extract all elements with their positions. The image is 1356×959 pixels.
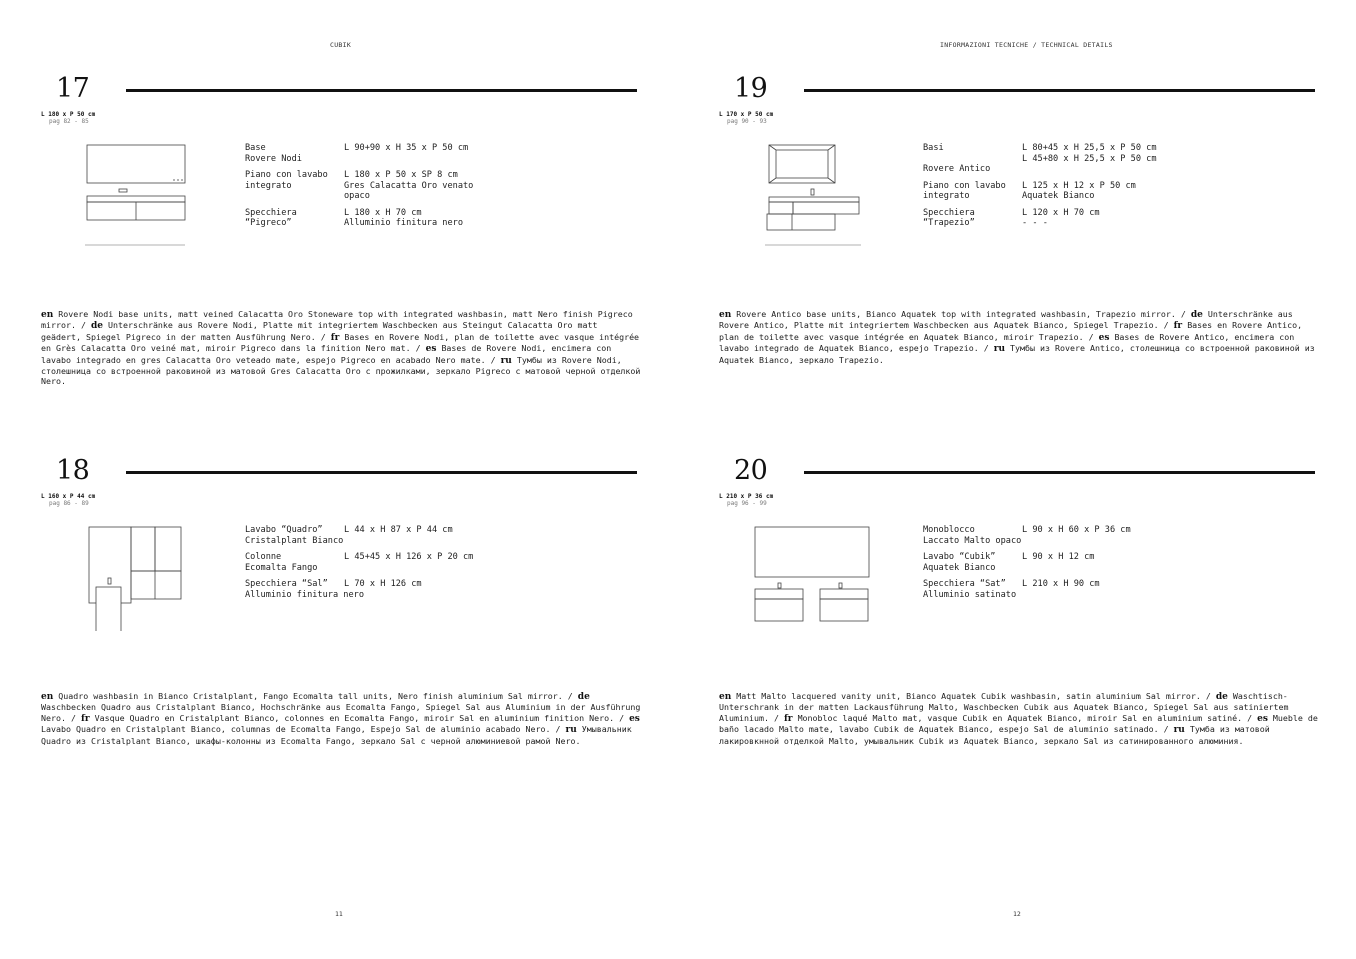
page-number-left: 11 — [335, 910, 343, 918]
lang-text: Lavabo Quadro en Cristalplant Bianco, columnas de Ecomalta Fango, Espejo Sal de aluminio acabado Nero. / — [41, 724, 566, 735]
lang-text: Bases de Rovere Nodi, encimera con lavabo integrado en gres Calacatta Oro veteado mate, espejo Pigreco en acabado Nero mate. / — [41, 343, 612, 365]
spec-name: Base — [245, 143, 266, 153]
lang-text: Monobloc laqué Malto mat, vasque Cubik en Aquatek Bianco, miroir Sal en aluminium satiné. / — [797, 712, 1258, 723]
spec-table — [923, 143, 1319, 235]
technical-drawing — [83, 521, 193, 631]
spec-size: L 180 x P 50 x SP 8 cm — [344, 170, 458, 180]
spec-size: L 125 x H 12 x P 50 cm — [1022, 180, 1136, 191]
product-item-20 — [719, 455, 1319, 785]
spec-finish: Cristalplant Bianco — [245, 535, 344, 546]
lang-text: Mueble de baño lacado Malto mate, lavabo Cubik de Aquatek Bianco, espejo Sal de aluminio satinado. / — [719, 712, 1318, 735]
spec-row — [923, 579, 1319, 600]
lang-text: Rovere Nodi base units, matt veined Calacatta Oro Stoneware top with integrated washbasin, matt Nero finish Pigreco mirror. / — [41, 309, 633, 331]
lang-code: fr — [80, 713, 90, 724]
lang-text: Тумбы из Rovere Nodi, столешница со встроенной раковиной из матовой Gres Calacatta Oro с прожилками, зеркало Pigreco с матовой черной отделкой Nero. — [41, 354, 641, 387]
lang-text: Matt Malto lacquered vanity unit, Bianco Aquatek Cubik washbasin, satin aluminium Sal mirror. / — [736, 691, 1216, 701]
spec-size: L 120 x H 70 cm — [1022, 207, 1100, 218]
running-header-right: INFORMAZIONI TECNICHE / TECHNICAL DETAILS — [940, 41, 1113, 49]
spec-row — [923, 143, 1319, 175]
lang-code: en — [719, 310, 732, 320]
multilingual-description — [41, 309, 641, 387]
divider-rule — [804, 89, 1315, 92]
item-dimensions: L 160 x P 44 cm — [41, 493, 96, 500]
spec-finish: Ecomalta Fango — [245, 562, 318, 573]
lang-code: ru — [565, 725, 577, 736]
lang-code: fr — [330, 332, 340, 343]
item-pages: pag 86 - 89 — [49, 500, 89, 507]
lang-code: ru — [500, 355, 512, 366]
lang-text: Bases en Rovere Nodi, plan de toilette avec vasque intégrée en Grès Calacatta Oro veiné mat, miroir Pigreco dans la finition Nero mat. / — [41, 331, 640, 354]
spec-name: Colonne — [245, 552, 282, 562]
spec-name: Piano con lavabo integrato — [923, 180, 1006, 201]
item-dimensions: L 210 x P 36 cm — [719, 493, 774, 500]
spec-name: Specchiera “Pigreco” — [245, 207, 297, 228]
page-number-right: 12 — [1013, 910, 1021, 918]
spec-row — [923, 525, 1319, 546]
spec-row — [923, 208, 1319, 229]
spec-row — [245, 525, 641, 546]
lang-text: Тумбы из Rovere Antico, столешница со встроенной раковиной из Aquatek Bianco, зеркало Trapezio. — [719, 343, 1315, 365]
spec-finish: Rovere Antico — [923, 164, 991, 174]
multilingual-description — [719, 309, 1319, 365]
spec-size: L 90+90 x H 35 x P 50 cm — [344, 143, 469, 153]
spec-finish: Alluminio satinato — [923, 589, 1017, 600]
item-number: 19 — [734, 73, 768, 104]
lang-code: en — [41, 310, 54, 320]
lang-text: Bases de Rovere Antico, encimera con lavabo integrado de Aquatek Bianco, espejo Trapezio. / — [719, 331, 1295, 354]
lang-code: de — [1190, 310, 1203, 320]
spec-table — [245, 525, 641, 606]
lang-text: Unterschränke aus Rovere Nodi, Platte mit integriertem Waschbecken aus Steingut Calacatta Oro matt geädert, Spiegel Pigreco in der matten Ausführung Nero. / — [41, 320, 598, 342]
technical-drawing — [761, 139, 871, 249]
item-number: 18 — [56, 455, 90, 486]
spec-finish: Aquatek Bianco — [1022, 191, 1095, 201]
lang-code: es — [425, 344, 437, 355]
spec-name: Specchiera “Trapezio” — [923, 207, 975, 228]
divider-rule — [126, 89, 637, 92]
spec-finish: Alluminio finitura nero — [344, 218, 463, 228]
spec-name: Piano con lavabo integrato — [245, 170, 328, 191]
spec-size: L 44 x H 87 x P 44 cm — [344, 525, 453, 535]
lang-text: Rovere Antico base units, Bianco Aquatek top with integrated washbasin, Trapezio mirror. / — [736, 309, 1191, 319]
lang-code: es — [1098, 332, 1110, 343]
item-pages: pag 90 - 93 — [727, 118, 767, 125]
spec-size: L 210 x H 90 cm — [1022, 579, 1100, 589]
spec-name: Specchiera “Sal” — [245, 579, 328, 589]
spec-row — [245, 170, 641, 202]
lang-text: Умывальник Quadro из Cristalplant Bianco, шкафы-колонны из Ecomalta Fango, зеркало Sal с черной алюминиевой рамой Nero. — [41, 724, 632, 746]
spec-finish: - - - — [1022, 218, 1048, 228]
spec-size: L 180 x H 70 cm — [344, 207, 422, 218]
lang-text: Unterschränke aus Rovere Antico, Platte mit integriertem Waschbecken aus Aquatek Bianco, Spiegel Trapezio. / — [719, 309, 1293, 331]
divider-rule — [126, 471, 637, 474]
lang-code: en — [41, 692, 54, 702]
lang-code: es — [629, 713, 640, 724]
lang-code: fr — [783, 713, 793, 724]
item-pages: pag 82 - 85 — [49, 118, 89, 125]
spec-name: Monoblocco — [923, 525, 975, 535]
lang-code: fr — [1173, 321, 1183, 332]
spec-size: L 90 x H 60 x P 36 cm — [1022, 525, 1131, 535]
technical-drawing — [753, 521, 873, 631]
lang-code: ru — [993, 344, 1006, 355]
divider-rule — [804, 471, 1315, 474]
item-dimensions: L 170 x P 50 cm — [719, 111, 774, 118]
lang-code: es — [1257, 713, 1268, 724]
spec-name: Specchiera “Sat” — [923, 579, 1006, 589]
lang-text: Bases en Rovere Antico, plan de toilette avec vasque intégrée en Aquatek Bianco, miroir Trapezio. / — [719, 320, 1303, 342]
lang-code: de — [1215, 692, 1228, 702]
product-item-18 — [41, 455, 641, 785]
spec-name: Lavabo “Cubik” — [923, 552, 996, 562]
lang-text: Quadro washbasin in Bianco Cristalplant, Fango Ecomalta tall units, Nero finish aluminium Sal mirror. / — [58, 691, 578, 701]
spec-size: L 80+45 x H 25,5 x P 50 cm L 45+80 x H 25,5 x P 50 cm — [1022, 143, 1157, 164]
spec-row — [245, 579, 641, 600]
lang-text: Vasque Quadro en Cristalplant Bianco, colonnes en Ecomalta Fango, miroir Sal en aluminium finition Nero. / — [94, 712, 630, 723]
spec-finish: Laccato Malto opaco — [923, 535, 1022, 546]
multilingual-description — [719, 691, 1319, 746]
lang-code: en — [719, 692, 732, 702]
lang-code: de — [577, 692, 590, 702]
lang-text: Waschtisch-Unterschrank in der matten Lackausführung Malto, Waschbecken Cubik aus Aquatek Bianco, Spiegel Sal aus satiniertem Aluminium. / — [719, 691, 1289, 723]
technical-drawing — [83, 139, 193, 249]
lang-text: Тумба из матовой лакировкнной отделкой Malto, умывальник Cubik из Aquatek Bianco, зеркало Sal из сатинированного алюминия. — [719, 724, 1270, 746]
spec-name: Lavabo “Quadro” — [245, 525, 323, 535]
spec-row — [923, 181, 1319, 202]
product-item-17 — [41, 73, 641, 403]
spec-table — [923, 525, 1319, 606]
spec-finish: Gres Calacatta Oro venato opaco — [344, 180, 474, 201]
item-number: 17 — [56, 73, 90, 104]
spec-table — [245, 143, 641, 235]
spec-row — [245, 552, 641, 573]
spec-size: L 90 x H 12 cm — [1022, 552, 1095, 562]
spec-size: L 70 x H 126 cm — [344, 579, 422, 589]
item-dimensions: L 180 x P 50 cm — [41, 111, 96, 118]
spec-name: Basi — [923, 143, 944, 153]
lang-text: Waschbecken Quadro aus Cristalplant Bianco, Hochschränke aus Ecomalta Fango, Spiegel Sal aus Aluminium in der Ausführung Nero. / — [41, 702, 641, 723]
spec-row — [245, 143, 641, 164]
spec-row — [245, 208, 641, 229]
spec-row — [923, 552, 1319, 573]
spec-finish: Aquatek Bianco — [923, 562, 996, 573]
running-header-left: CUBIK — [330, 41, 352, 49]
product-item-19 — [719, 73, 1319, 403]
item-pages: pag 96 - 99 — [727, 500, 767, 507]
item-number: 20 — [734, 455, 768, 486]
lang-code: de — [90, 321, 103, 332]
spec-size: L 45+45 x H 126 x P 20 cm — [344, 552, 474, 562]
spec-finish: Rovere Nodi — [245, 153, 302, 164]
lang-code: ru — [1173, 725, 1185, 736]
multilingual-description — [41, 691, 641, 746]
spec-finish: Alluminio finitura nero — [245, 589, 364, 600]
